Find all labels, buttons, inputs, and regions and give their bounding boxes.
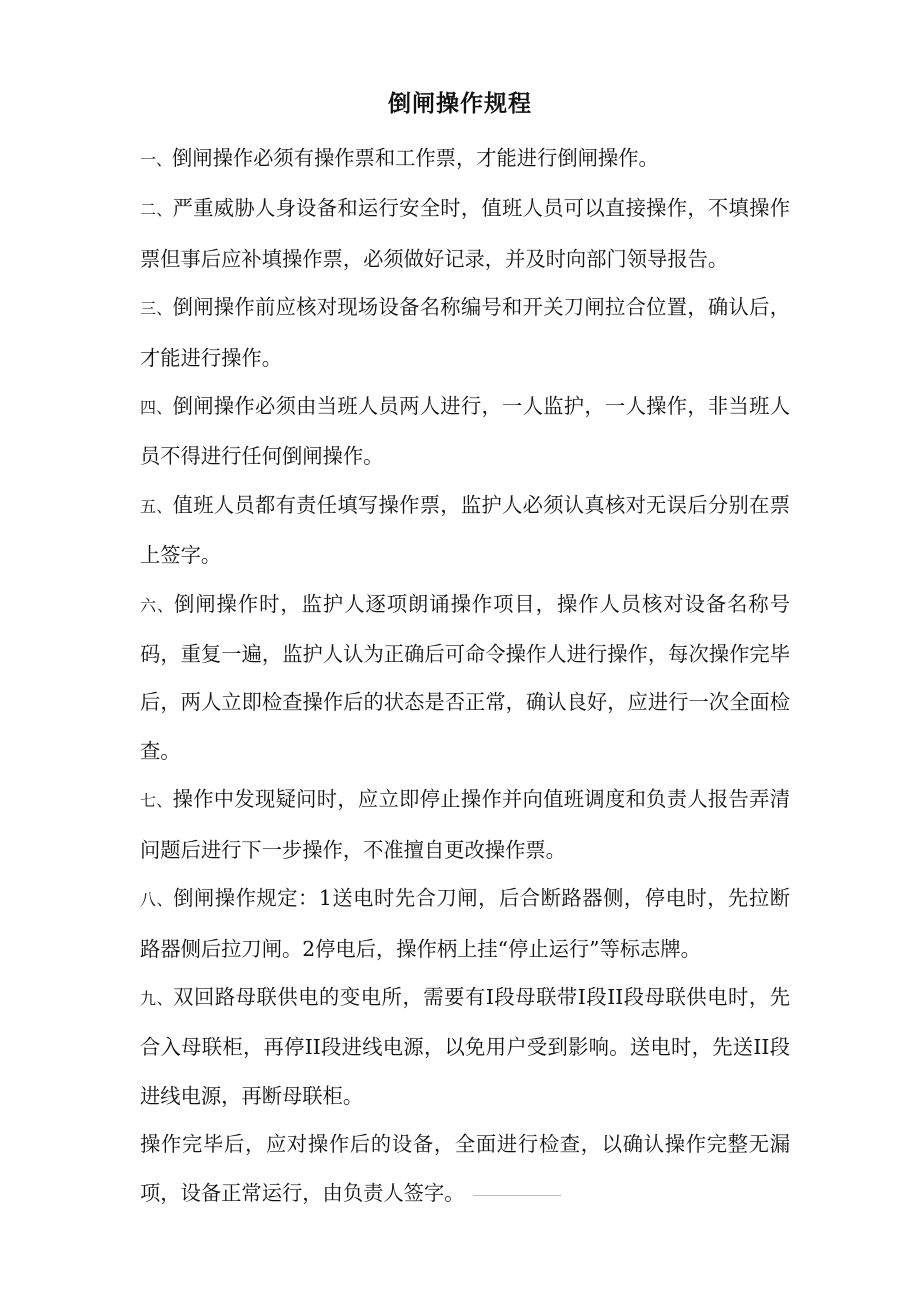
paragraph-number: 五、 [140,496,173,516]
paragraph-number: 一、 [140,150,173,169]
document-title: 倒闸操作规程 [388,90,532,117]
paragraph-text: 操作中发现疑问时，应立即停止操作并向值班调度和负责人报告弄清问题后进行下一步操作，不准擅自更改操作票。 [140,787,790,862]
paragraph-9 [140,973,790,1120]
paragraph-text: 倒闸操作规定：1送电时先合刀闸，后合断路器侧，停电时，先拉断路器侧后拉刀闸。2停电后，操作柄上挂“停止运行”等标志牌。 [140,886,790,961]
paragraph-text: 值班人员都有责任填写操作票，监护人必须认真核对无误后分别在票上签字。 [140,492,790,568]
paragraph-6 [140,580,790,776]
paragraph-text: 倒闸操作必须有操作票和工作票，才能进行倒闸操作。 [172,146,659,170]
paragraph-text: 倒闸操作时，监护人逐项朗诵操作项目，操作人员核对设备名称号码，重复一遍，监护人认为正确后可命令操作人进行操作，每次操作完毕后，两人立即检查操作后的状态是否正常，确认良好，应进行一次全面检查。 [140,591,790,763]
paragraph-text: 倒闸操作前应核对现场设备名称编号和开关刀闸拉合位置，确认后，才能进行操作。 [140,295,790,370]
paragraph-7 [140,775,790,874]
paragraph-text: 倒闸操作必须由当班人员两人进行，一人监护，一人操作，非当班人员不得进行任何倒闸操作。 [140,394,790,469]
paragraph-text: 严重威胁人身设备和运行安全时，值班人员可以直接操作，不填操作票但事后应补填操作票，必须做好记录，并及时向部门领导报告。 [140,196,790,271]
paragraph-number: 二、 [140,200,173,220]
paragraph-number: 七、 [140,791,173,811]
paragraph-closing [140,1120,790,1217]
document-body [140,134,790,1217]
paragraph-number: 九、 [140,988,174,1008]
paragraph-text: 操作完毕后，应对操作后的设备，全面进行检查，以确认操作完整无漏项，设备正常运行，由负责人签字。 [140,1132,790,1205]
paragraph-number: 三、 [140,299,173,319]
paragraph-4 [140,382,790,481]
paragraph-3 [140,283,790,382]
paragraph-8 [140,874,790,973]
trailing-underline [473,1194,561,1196]
paragraph-text: 双回路母联供电的变电所，需要有I段母联带I段II段母联供电时，先合入母联柜，再停II段进线电源，以免用户受到影响。送电时，先送II段进线电源，再断母联柜。 [140,984,790,1108]
paragraph-number: 六、 [140,595,174,615]
paragraph-5 [140,481,790,580]
paragraph-number: 四、 [140,398,173,418]
paragraph-1 [140,134,790,184]
paragraph-2 [140,184,790,283]
paragraph-number: 八、 [140,890,174,910]
